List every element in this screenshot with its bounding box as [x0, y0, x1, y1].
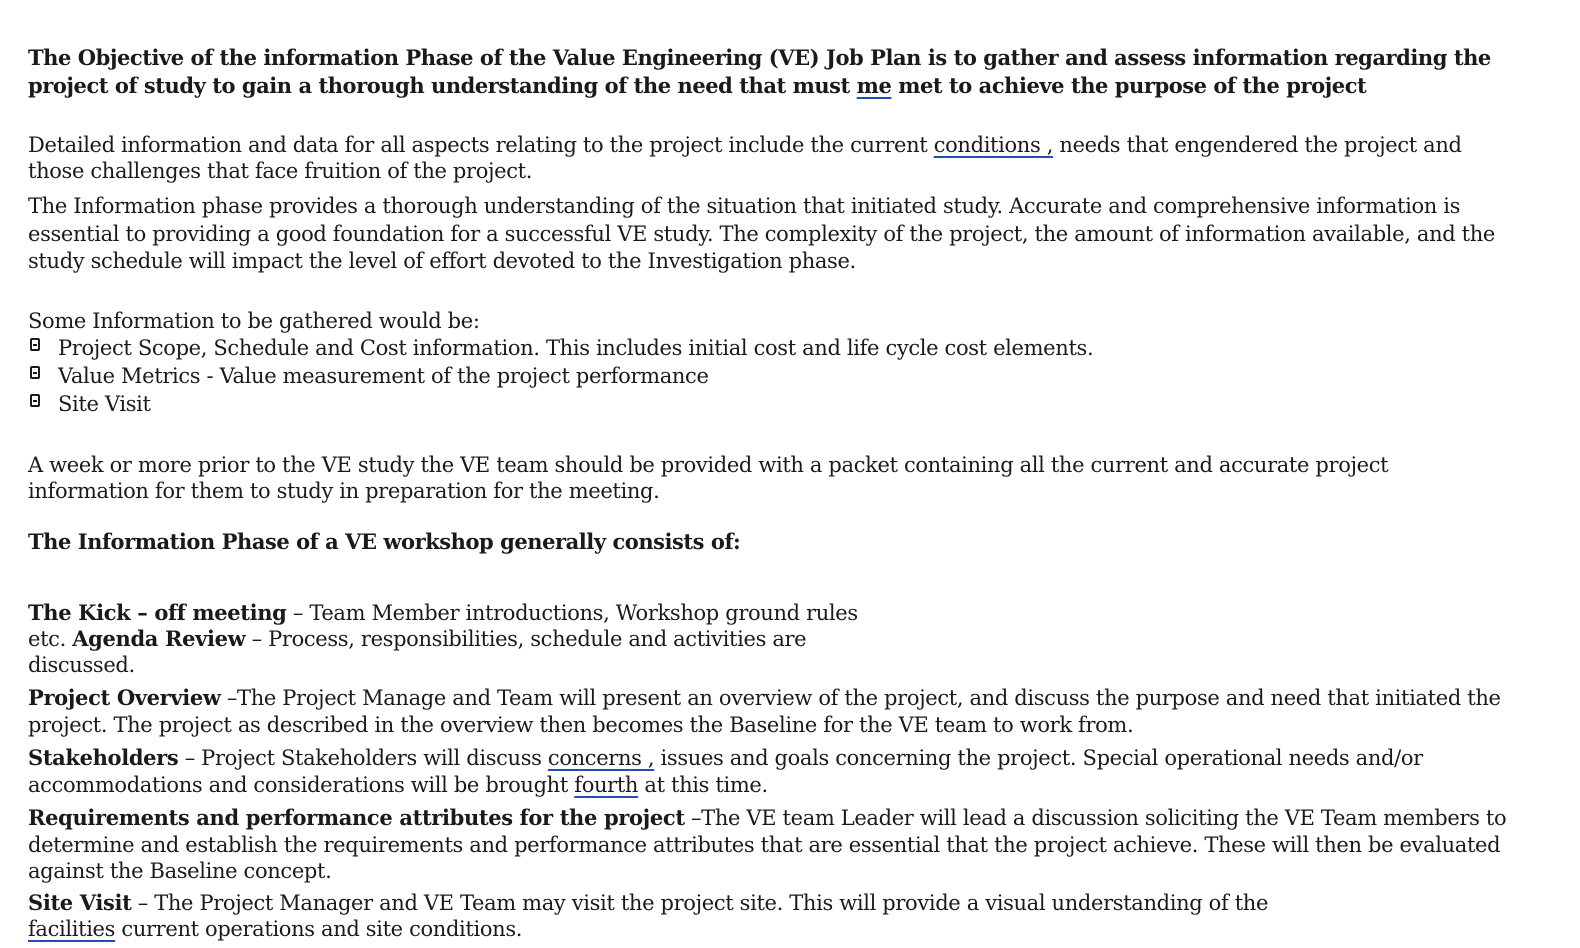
agenda-title: Agenda Review	[72, 626, 246, 651]
week-prior-line-1: A week or more prior to the VE study the VE team should be provided with a packet containing all the current and accurate project	[28, 453, 1389, 477]
info-phase-line-2: essential to providing a good foundation for a successful VE study. The complexity of the project, the amount of information available, and the	[28, 222, 1496, 246]
info-phase-line-3: study schedule will impact the level of effort devoted to the Investigation phase.	[28, 249, 856, 273]
kickoff-line-2: etc. Agenda Review – Process, responsibilities, schedule and activities are	[28, 626, 807, 651]
objective-line-2: project of study to gain a thorough understanding of the need that must me met to achieve the purpose of the project	[28, 73, 1367, 98]
overview-paragraph	[28, 684, 1501, 738]
site-visit-title: Site Visit	[28, 890, 132, 915]
spelling-flag-facilities[interactable]: facilities	[28, 917, 116, 941]
requirements-line-1: Requirements and performance attributes for the project –The VE team Leader will lead a discussion soliciting the VE Team members to	[28, 805, 1507, 830]
spelling-flag-me[interactable]: me	[856, 73, 892, 98]
detailed-line-1: Detailed information and data for all aspects relating to the project include the current conditions , needs that engendered the project and	[28, 133, 1462, 157]
detailed-paragraph	[28, 132, 1462, 184]
objective-paragraph	[28, 44, 1491, 100]
objective-line-1: The Objective of the information Phase of the Value Engineering (VE) Job Plan is to gather and assess information regarding the	[28, 45, 1491, 70]
week-prior-line-2: information for them to study in preparation for the meeting.	[28, 479, 660, 503]
stakeholders-line-1: Stakeholders – Project Stakeholders will discuss concerns , issues and goals concerning the project. Special operational needs and/or	[28, 745, 1423, 770]
gathered-section	[28, 308, 1093, 418]
gathered-intro: Some Information to be gathered would be:	[28, 309, 480, 333]
site-visit-line-1: Site Visit – The Project Manager and VE Team may visit the project site. This will provide a visual understanding of the	[28, 890, 1269, 915]
stakeholders-title: Stakeholders	[28, 745, 179, 770]
site-visit-paragraph	[28, 890, 1268, 942]
requirements-title: Requirements and performance attributes for the project	[28, 805, 685, 830]
phase-heading: The Information Phase of a VE workshop generally consists of:	[28, 529, 741, 554]
requirements-paragraph	[28, 804, 1506, 884]
list-item: Site Visit	[28, 390, 1093, 418]
stakeholders-paragraph	[28, 744, 1423, 798]
spelling-flag-fourth[interactable]: fourth	[574, 773, 639, 797]
overview-title: Project Overview	[28, 685, 221, 710]
info-phase-line-1: The Information phase provides a thorough understanding of the situation that initiated study. Accurate and comprehensive information is	[28, 194, 1461, 218]
list-item: Value Metrics - Value measurement of the project performance	[28, 362, 1093, 390]
list-item: Project Scope, Schedule and Cost information. This includes initial cost and life cycle cost elements.	[28, 334, 1093, 362]
checkbox-bullet-icon	[30, 338, 40, 351]
checkbox-bullet-icon	[30, 394, 40, 407]
checkbox-bullet-icon	[30, 366, 40, 379]
overview-line-1: Project Overview –The Project Manage and Team will present an overview of the project, and discuss the purpose and need that initiated the	[28, 685, 1501, 710]
spelling-flag-concerns[interactable]: concerns ,	[547, 746, 655, 770]
kickoff-title: The Kick – off meeting	[28, 600, 287, 625]
info-phase-paragraph	[28, 192, 1495, 274]
site-visit-line-2: facilities current operations and site conditions.	[28, 917, 523, 941]
kickoff-paragraph	[28, 600, 858, 678]
kickoff-line-1: The Kick – off meeting – Team Member introductions, Workshop ground rules	[28, 600, 858, 625]
stakeholders-line-2: accommodations and considerations will be brought fourth at this time.	[28, 773, 768, 797]
spelling-flag-conditions[interactable]: conditions ,	[933, 133, 1054, 157]
requirements-line-2: determine and establish the requirements and performance attributes that are essential that the project achieve. These will then be evaluated	[28, 833, 1501, 857]
kickoff-line-3: discussed.	[28, 653, 135, 677]
requirements-line-3: against the Baseline concept.	[28, 859, 332, 883]
week-prior-paragraph	[28, 452, 1388, 504]
overview-line-2: project. The project as described in the overview then becomes the Baseline for the VE team to work from.	[28, 713, 1134, 737]
detailed-line-2: those challenges that face fruition of the project.	[28, 159, 533, 183]
